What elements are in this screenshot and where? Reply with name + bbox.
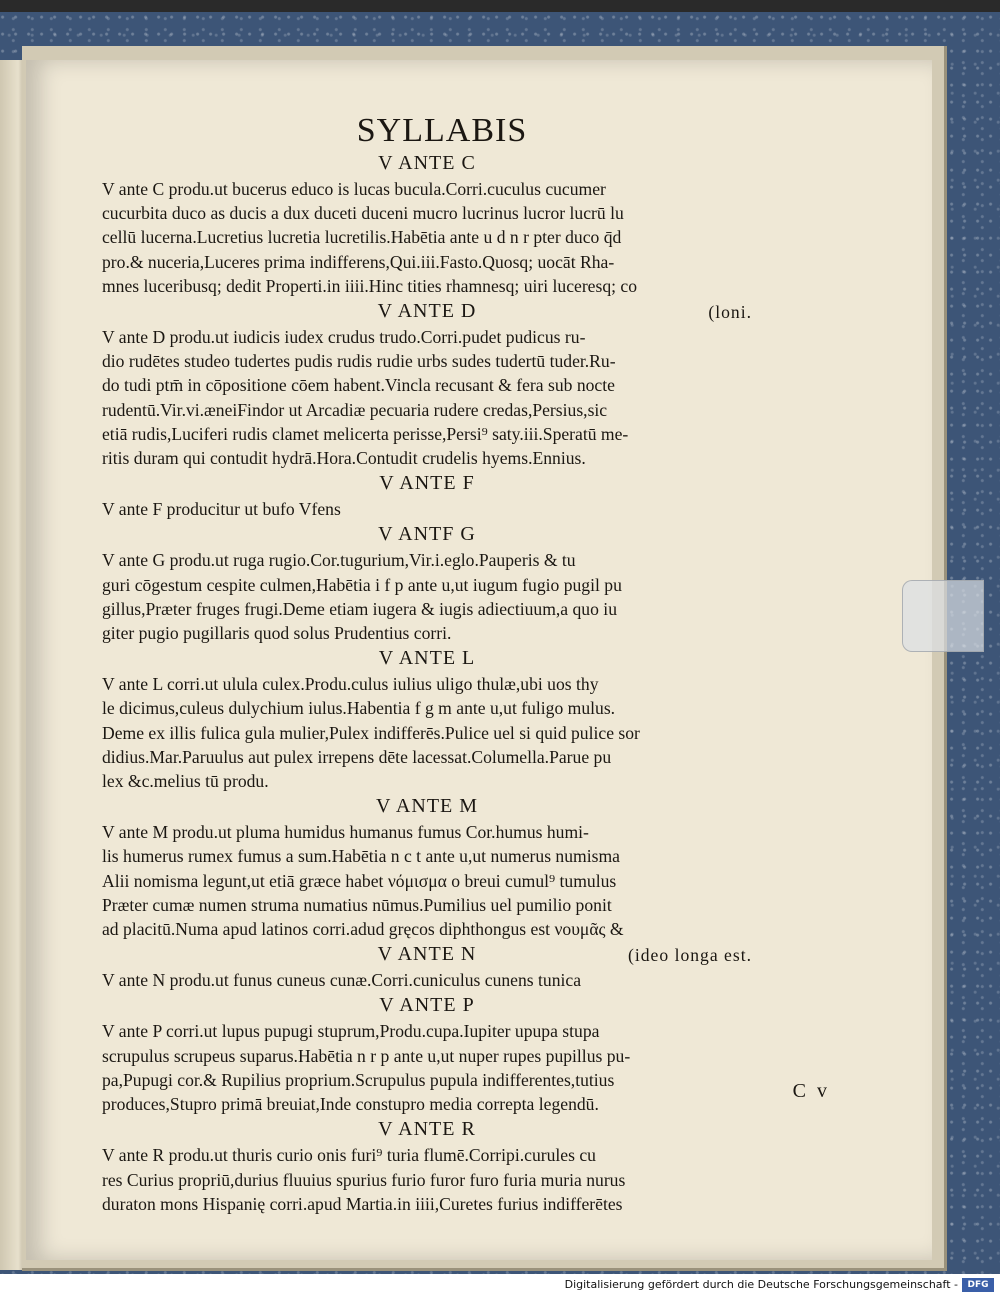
section-heading: V ANTE M [375,795,479,818]
text-block [102,112,752,1216]
text-line: didius.Mar.Paruulus aut pulex irrepens dēte lacessat.Columella.Parue pu [102,746,612,767]
footer-credit: Digitalisierung gefördert durch die Deutsche Forschungsgemeinschaft - [564,1278,958,1291]
text-line: cucurbita duco as ducis a dux duceti duceni mucro lucrinus lucror lucrū lu [102,203,624,224]
section-paragraph [102,1019,752,1116]
footer-bar [0,1274,1000,1297]
sections [102,152,752,1216]
text-line: V ante C produ.ut bucerus educo is lucas bucula.Corri.cuculus cucumer [102,179,606,199]
text-line: le dicimus,culeus dulychium iulus.Habentia f g m ante u,ut fuligo mulus. [102,698,616,719]
section-heading: V ANTE F [379,472,475,495]
section-paragraph [102,672,752,793]
section-heading: V ANTE P [379,994,475,1017]
bookmark-tab [902,580,984,652]
section-paragraph [102,820,752,941]
section-paragraph [102,1143,752,1216]
text-line: scrupulus scrupeus suparus.Habētia n r p ante u,ut nuper rupes pupillus pu- [102,1045,631,1066]
heading-text: V ANTE N [377,943,477,966]
section-heading: V ANTE R [378,1118,476,1141]
section-heading [102,300,752,323]
text-line: do tudi ptm̄ in cōpositione cōem habent.Vincla recusant & fera sub nocte [102,375,615,396]
text-line: lis humerus rumex fumus a sum.Habētia n c t ante u,ut numerus numisma [102,846,620,867]
section-paragraph [102,497,752,521]
text-line: V ante R produ.ut thuris curio onis furi⁹ turia flumē.Corripi.curules cu [102,1145,596,1166]
text-line: V ante L corri.ut ulula culex.Produ.culus iulius uligo thulæ,ubi uos thy [102,674,599,695]
text-line: dio rudētes studeo tudertes pudis rudis rudie urbs sudes tudertū tuder.Ru- [102,351,616,372]
section-paragraph [102,177,752,298]
text-line: V ante F producitur ut bufo Vfens [102,499,341,520]
text-line: cellū lucerna.Lucretius lucretia lucretilis.Habētia ante u d n r pter duco q̄d [102,227,622,248]
text-line: lex &c.melius tū produ. [102,771,269,792]
text-line: Deme ex illis fulica gula mulier,Pulex indifferēs.Pulice uel si quid pulice sor [102,722,640,743]
heading-trailing-text: (loni. [708,302,752,323]
section-paragraph [102,968,752,992]
section-paragraph [102,548,752,645]
text-line: V ante N produ.ut funus cuneus cunæ.Corri.cuniculus cunens tunica [102,970,582,991]
text-line: res Curius propriū,durius fluuius spurius furio furor furo furia muria nurus [102,1169,626,1190]
text-line: duraton mons Hispanię corri.apud Martia.in iiii,Curetes furius indifferētes [102,1193,623,1214]
text-line: pa,Pupugi cor.& Rupilius proprium.Scrupulus pupula indifferentes,tutius [102,1069,615,1090]
text-line: Præter cumæ numen struma numatius nūmus.Pumilius uel pumilio ponit [102,894,612,915]
text-line: V ante G produ.ut ruga rugio.Cor.tugurium,Vir.i.eglo.Pauperis & tu [102,550,576,571]
heading-text: V ANTE D [377,300,477,323]
text-line: ritis duram qui contudit hydrā.Hora.Contudit crudelis hyems.Ennius. [102,448,586,469]
text-line: V ante M produ.ut pluma humidus humanus fumus Cor.humus humi- [102,822,589,843]
text-line: ad placitū.Numa apud latinos corri.adud gręcos diphthongus est νουμᾶς & [102,919,624,940]
section-heading [102,943,752,966]
text-line: V ante D produ.ut iudicis iudex crudus trudo.Corri.pudet pudicus ru- [102,327,586,348]
section-heading: V ANTF G [378,523,476,546]
page-title: SYLLABIS [356,112,528,149]
text-line: rudentū.Vir.vi.æneiFindor ut Arcadiæ pecuaria rudere credas,Persius,sic [102,399,608,420]
section-heading: V ANTE L [378,647,476,670]
text-line: etiā rudis,Luciferi rudis clamet melicerta perisse,Persi⁹ saty.iii.Speratū me- [102,423,629,444]
text-line: produces,Stupro primā breuiat,Inde constupro media correpta legendū. [102,1094,599,1115]
section-paragraph [102,325,752,470]
text-line: gillus,Præter fruges frugi.Deme etiam iugera & iugis adiectiuum,a quo iu [102,598,617,619]
signature-mark: C v [792,1080,830,1102]
text-line: pro.& nuceria,Luceres prima indifferens,Qui.iii.Fasto.Quosq; uocāt Rha- [102,251,615,272]
text-line: giter pugio pugillaris quod solus Prudentius corri. [102,623,452,644]
dfg-logo: DFG [962,1278,994,1292]
section-heading: V ANTE C [378,152,476,174]
text-line: V ante P corri.ut lupus pupugi stuprum,Produ.cupa.Iupiter upupa stupa [102,1021,600,1042]
text-line: Alii nomisma legunt,ut etiā græce habet νόμισμα o breui cumul⁹ tumulus [102,870,617,891]
text-line: guri cōgestum cespite culmen,Habētia i f p ante u,ut iugum fugio pugil pu [102,574,622,595]
text-line: mnes luceribusq; dedit Properti.in iiii.Hinc tities rhamnesq; uiri luceresq; co [102,275,638,296]
heading-trailing-text: (ideo longa est. [628,945,752,966]
